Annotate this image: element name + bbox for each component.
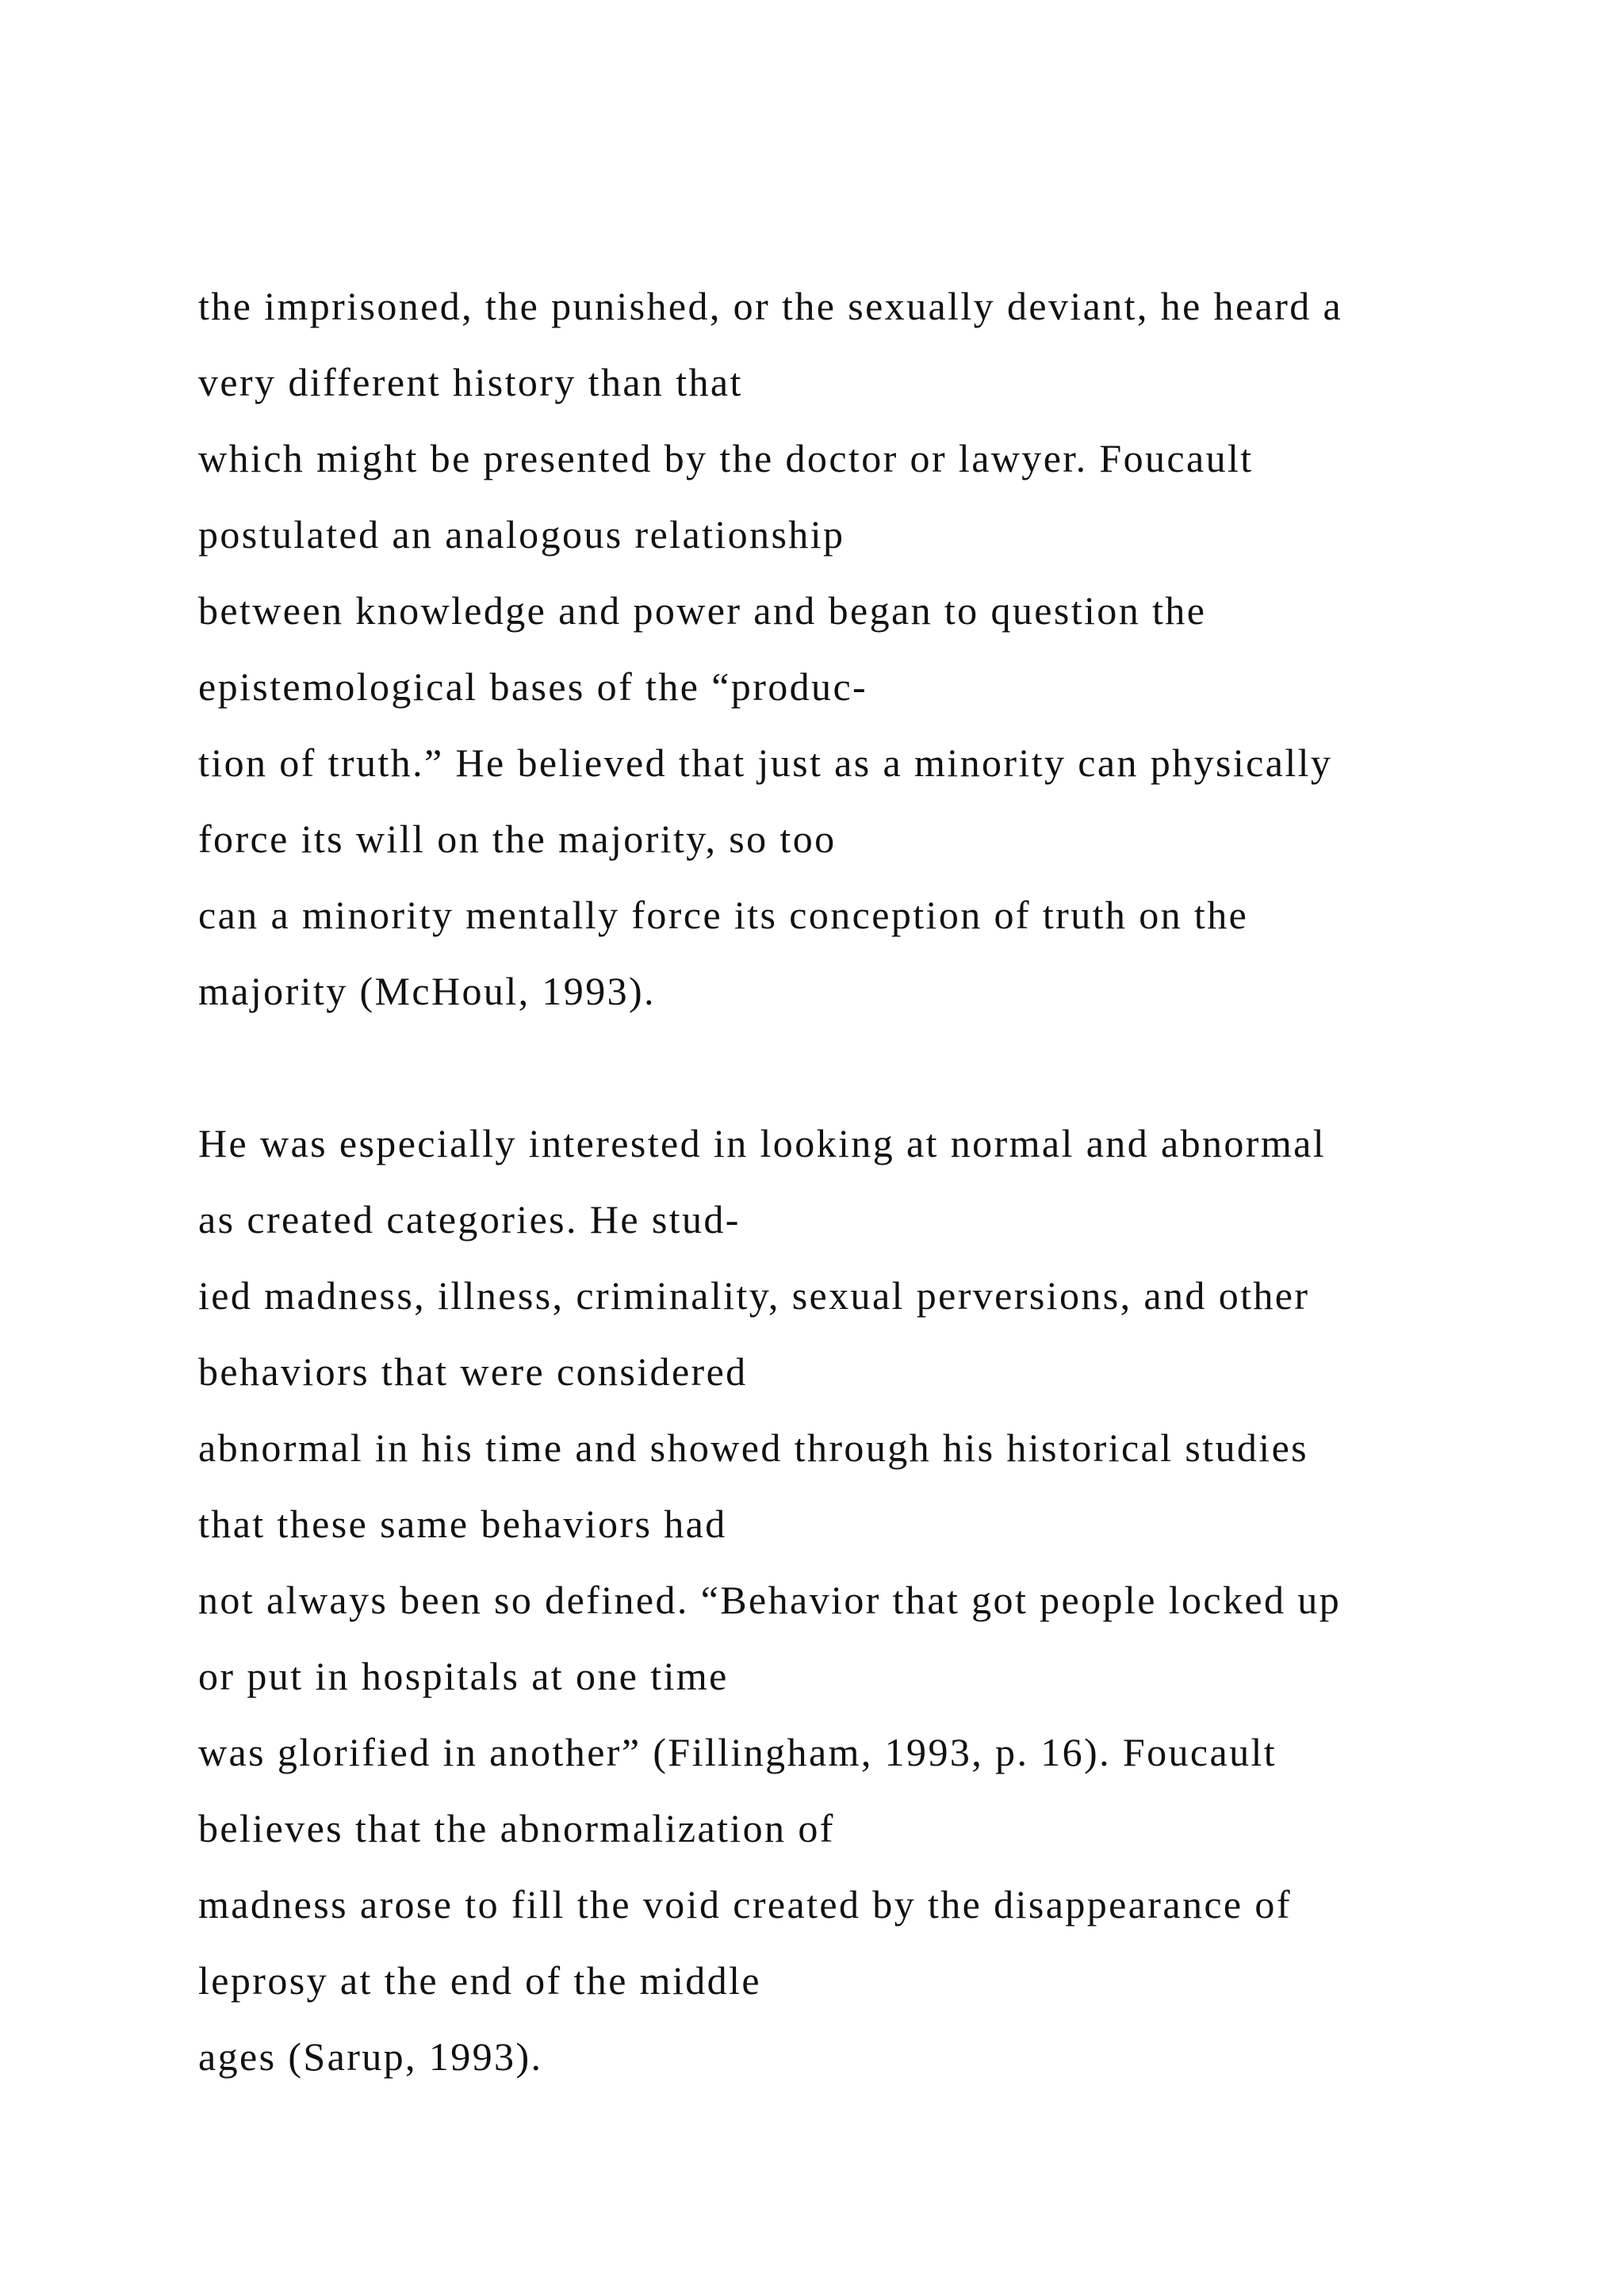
text-line: behaviors that were considered [198, 1349, 748, 1394]
text-line: majority (McHoul, 1993). [198, 969, 656, 1013]
text-line: or put in hospitals at one time [198, 1654, 729, 1698]
text-line: epistemological bases of the “produc- [198, 664, 868, 709]
text-line: He was especially interested in looking at normal and abnormal [198, 1121, 1327, 1165]
paragraph-1 [198, 268, 1594, 1029]
document-body [198, 268, 1594, 2095]
text-line: which might be presented by the doctor or lawyer. Foucault [198, 436, 1254, 480]
text-line: not always been so defined. “Behavior that got people locked up [198, 1578, 1342, 1622]
text-line: can a minority mentally force its conception of truth on the [198, 893, 1249, 937]
text-line: abnormal in his time and showed through his historical studies [198, 1425, 1309, 1470]
paragraph-2 [198, 1105, 1594, 2095]
text-line: was glorified in another” (Fillingham, 1993, p. 16). Foucault [198, 1730, 1277, 1774]
text-line: force its will on the majority, so too [198, 817, 837, 861]
text-line: the imprisoned, the punished, or the sexually deviant, he heard a [198, 284, 1343, 328]
text-line: madness arose to fill the void created by the disappearance of [198, 1882, 1292, 1927]
text-line: believes that the abnormalization of [198, 1806, 835, 1850]
text-line: ied madness, illness, criminality, sexual perversions, and other [198, 1273, 1310, 1318]
text-line: that these same behaviors had [198, 1502, 727, 1546]
paragraph-spacer [198, 1029, 1594, 1105]
text-line: as created categories. He stud- [198, 1197, 741, 1242]
text-line: very different history than that [198, 360, 743, 404]
text-line: postulated an analogous relationship [198, 512, 845, 557]
text-line: leprosy at the end of the middle [198, 1958, 761, 2003]
text-line: ages (Sarup, 1993). [198, 2034, 543, 2079]
text-line: tion of truth.” He believed that just as a minority can physically [198, 740, 1333, 785]
text-line: between knowledge and power and began to question the [198, 588, 1207, 633]
